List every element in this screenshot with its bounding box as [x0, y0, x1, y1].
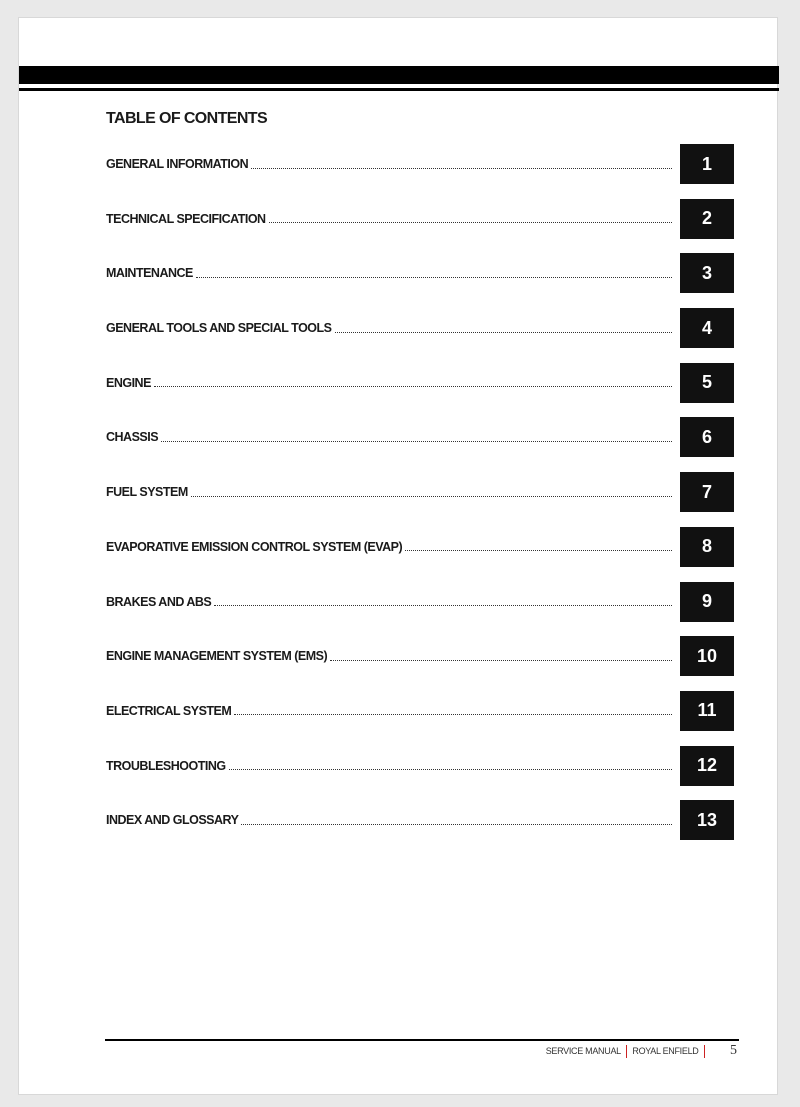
toc-entry-label: GENERAL TOOLS AND SPECIAL TOOLS	[106, 321, 332, 336]
toc-entry[interactable]	[106, 800, 734, 840]
toc-list	[106, 144, 734, 855]
toc-dot-leader	[405, 550, 672, 551]
toc-entry[interactable]	[106, 199, 734, 239]
toc-entry-label: ENGINE MANAGEMENT SYSTEM (EMS)	[106, 649, 328, 664]
toc-entry[interactable]	[106, 636, 734, 676]
toc-entry-label: FUEL SYSTEM	[106, 485, 188, 500]
toc-entry[interactable]	[106, 527, 734, 567]
toc-dot-leader	[330, 660, 672, 661]
toc-entry-label: EVAPORATIVE EMISSION CONTROL SYSTEM (EVAP)	[106, 539, 403, 554]
page-title: TABLE OF CONTENTS	[106, 110, 268, 127]
toc-entry-label: TROUBLESHOOTING	[106, 758, 226, 773]
header-bar	[19, 66, 779, 84]
toc-entry[interactable]	[106, 746, 734, 786]
toc-dot-leader	[234, 714, 672, 715]
toc-entry[interactable]	[106, 417, 734, 457]
toc-section-number[interactable]: 2	[680, 199, 734, 239]
toc-section-number[interactable]: 11	[680, 691, 734, 731]
toc-dot-leader	[196, 277, 672, 278]
toc-entry-label: BRAKES AND ABS	[106, 594, 212, 609]
toc-entry[interactable]	[106, 308, 734, 348]
toc-entry-label: ENGINE	[106, 375, 151, 390]
toc-section-number[interactable]: 12	[680, 746, 734, 786]
document-page	[18, 17, 778, 1095]
toc-entry[interactable]	[106, 472, 734, 512]
footer-manual-label: SERVICE MANUAL	[545, 1046, 621, 1056]
footer-brand-label: ROYAL ENFIELD	[632, 1046, 699, 1056]
toc-section-number[interactable]: 8	[680, 527, 734, 567]
toc-section-number[interactable]: 6	[680, 417, 734, 457]
toc-entry-label: INDEX AND GLOSSARY	[106, 813, 239, 828]
toc-dot-leader	[269, 222, 672, 223]
toc-dot-leader	[161, 441, 672, 442]
toc-entry-label: MAINTENANCE	[106, 266, 193, 281]
toc-entry-label: CHASSIS	[106, 430, 159, 445]
toc-dot-leader	[154, 386, 672, 387]
page-footer	[546, 1043, 737, 1059]
toc-section-number[interactable]: 4	[680, 308, 734, 348]
footer-separator	[626, 1045, 628, 1058]
toc-section-number[interactable]: 13	[680, 800, 734, 840]
toc-entry[interactable]	[106, 253, 734, 293]
header-rule	[19, 88, 779, 91]
toc-entry-label: TECHNICAL SPECIFICATION	[106, 211, 266, 226]
toc-dot-leader	[229, 769, 672, 770]
toc-entry-label: GENERAL INFORMATION	[106, 157, 249, 171]
toc-dot-leader	[335, 332, 672, 333]
toc-section-number[interactable]: 3	[680, 253, 734, 293]
toc-entry-label: ELECTRICAL SYSTEM	[106, 703, 232, 718]
toc-section-number[interactable]: 5	[680, 363, 734, 403]
toc-entry[interactable]	[106, 582, 734, 622]
toc-dot-leader	[241, 824, 672, 825]
toc-section-number[interactable]: 1	[680, 144, 734, 184]
toc-section-number[interactable]: 10	[680, 636, 734, 676]
toc-dot-leader	[191, 496, 672, 497]
footer-separator	[704, 1045, 706, 1058]
toc-section-number[interactable]: 9	[680, 582, 734, 622]
toc-entry[interactable]	[106, 144, 734, 184]
toc-entry[interactable]	[106, 363, 734, 403]
page-number: 5	[730, 1043, 737, 1058]
toc-section-number[interactable]: 7	[680, 472, 734, 512]
toc-dot-leader	[251, 168, 672, 169]
footer-rule	[105, 1039, 739, 1041]
toc-dot-leader	[214, 605, 672, 606]
toc-entry[interactable]	[106, 691, 734, 731]
